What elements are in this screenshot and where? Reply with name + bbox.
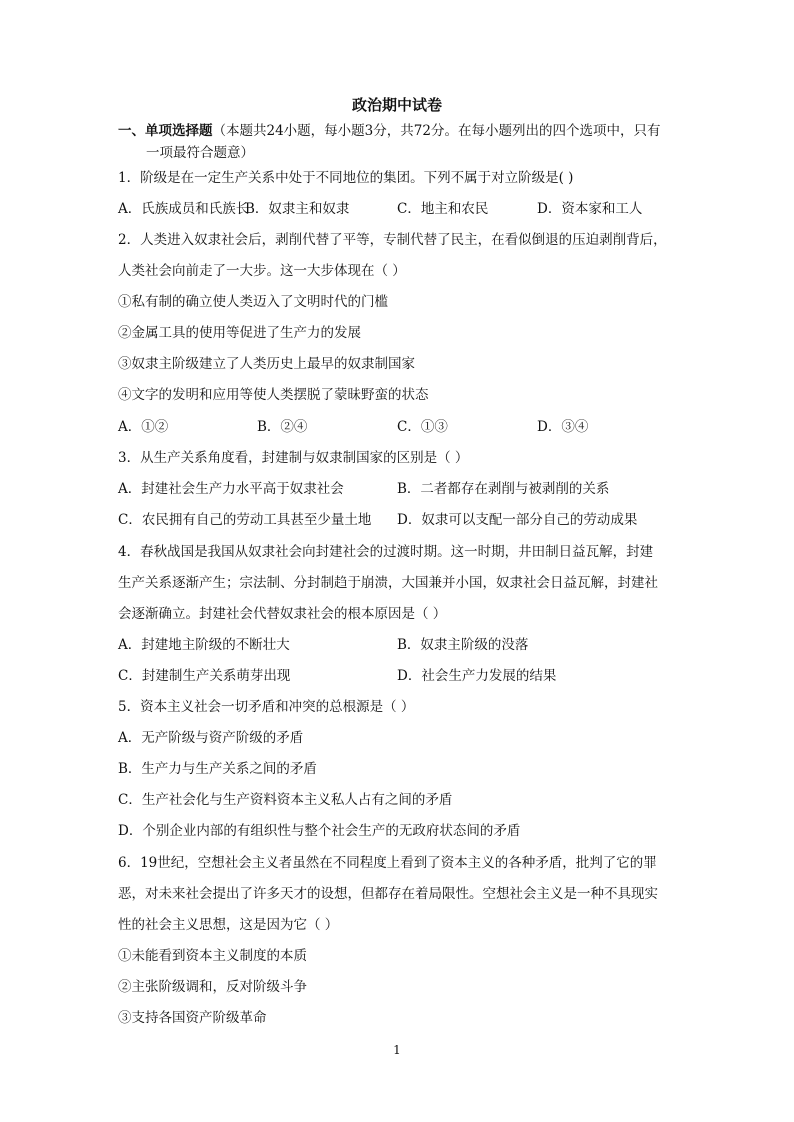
- question-6-item-1: ①未能看到资本主义制度的本质: [118, 948, 307, 964]
- question-4-stem-line-2: 生产关系逐渐产生；宗法制、分封制趋于崩溃，大国兼并小国，奴隶社会日益瓦解，封建社: [118, 575, 658, 591]
- question-2-option-a: A．①②: [118, 419, 169, 435]
- question-1-option-b: B．奴隶主和奴隶: [245, 201, 350, 217]
- question-2-option-d: D．③④: [537, 419, 589, 435]
- question-1-option-c: C．地主和农民: [397, 201, 489, 217]
- question-4-option-c: C．封建制生产关系萌芽出现: [118, 668, 291, 684]
- question-6-stem-line-3: 性的社会主义思想，这是因为它（ ）: [118, 917, 339, 933]
- section-heading-line: [118, 122, 660, 140]
- question-3-stem: 3．从生产关系角度看，封建制与奴隶制国家的区别是（ ）: [118, 450, 469, 466]
- question-6-item-2: ②主张阶级调和，反对阶级斗争: [118, 979, 307, 995]
- question-4-option-a: A．封建地主阶级的不断壮大: [118, 637, 290, 653]
- question-6-stem-line-1: 6．19世纪，空想社会主义者虽然在不同程度上看到了资本主义的各种矛盾，批判了它的罪: [118, 855, 657, 871]
- question-5-option-d: D．个别企业内部的有组织性与整个社会生产的无政府状态间的矛盾: [118, 823, 521, 839]
- question-1-option-a: A．氏族成员和氏族长: [118, 201, 250, 217]
- question-4-option-b: B．奴隶主阶级的没落: [397, 637, 529, 653]
- question-3-option-b: B．二者都存在剥削与被剥削的关系: [397, 481, 610, 497]
- question-5-option-c: C．生产社会化与生产资料资本主义私人占有之间的矛盾: [118, 792, 453, 808]
- question-6-stem-line-2: 恶，对未来社会提出了许多天才的设想，但都存在着局限性。空想社会主义是一种不具现实: [118, 886, 658, 902]
- section-note: （本题共24小题，每小题3分，共72分。在每小题列出的四个选项中，只有: [212, 123, 661, 139]
- question-5-option-a: A．无产阶级与资产阶级的矛盾: [118, 730, 304, 746]
- question-4-stem-line-1: 4．春秋战国是我国从奴隶社会向封建社会的过渡时期。这一时期，井田制日益瓦解，封建: [118, 544, 654, 560]
- question-2-option-c: C．①③: [397, 419, 448, 435]
- question-2-item-1: ①私有制的确立使人类迈入了文明时代的门槛: [118, 294, 388, 310]
- question-2-item-4: ④文字的发明和应用等使人类摆脱了蒙昧野蛮的状态: [118, 387, 429, 403]
- question-4-stem-line-3: 会逐渐确立。封建社会代替奴隶社会的根本原因是（ ）: [118, 606, 447, 622]
- question-3-option-a: A．封建社会生产力水平高于奴隶社会: [118, 481, 344, 497]
- question-1-stem: 1．阶级是在一定生产关系中处于不同地位的集团。下列不属于对立阶级是( ): [118, 170, 574, 186]
- question-2-item-3: ③奴隶主阶级建立了人类历史上最早的奴隶制国家: [118, 356, 415, 372]
- question-2-stem-line-2: 人类社会向前走了一大步。这一大步体现在（ ）: [118, 263, 406, 279]
- question-3-option-c: C．农民拥有自己的劳动工具甚至少量土地: [118, 512, 372, 528]
- question-5-option-b: B．生产力与生产关系之间的矛盾: [118, 761, 317, 777]
- section-heading: 一、单项选择题: [118, 123, 213, 139]
- section-note-continued: 一项最符合题意）: [146, 145, 254, 161]
- question-2-item-2: ②金属工具的使用等促进了生产力的发展: [118, 325, 361, 341]
- question-1-option-d: D．资本家和工人: [537, 201, 643, 217]
- question-2-option-b: B．②④: [257, 419, 308, 435]
- question-3-option-d: D．奴隶可以支配一部分自己的劳动成果: [397, 512, 638, 528]
- question-2-stem-line-1: 2．人类进入奴隶社会后，剥削代替了平等，专制代替了民主，在看似倒退的压迫剥削背后，: [118, 232, 667, 248]
- page-number: 1: [393, 1043, 401, 1057]
- page-title: 政治期中试卷: [351, 96, 442, 114]
- question-4-option-d: D．社会生产力发展的结果: [397, 668, 557, 684]
- question-6-item-3: ③支持各国资产阶级革命: [118, 1010, 267, 1026]
- question-5-stem: 5．资本主义社会一切矛盾和冲突的总根源是（ ）: [118, 699, 415, 715]
